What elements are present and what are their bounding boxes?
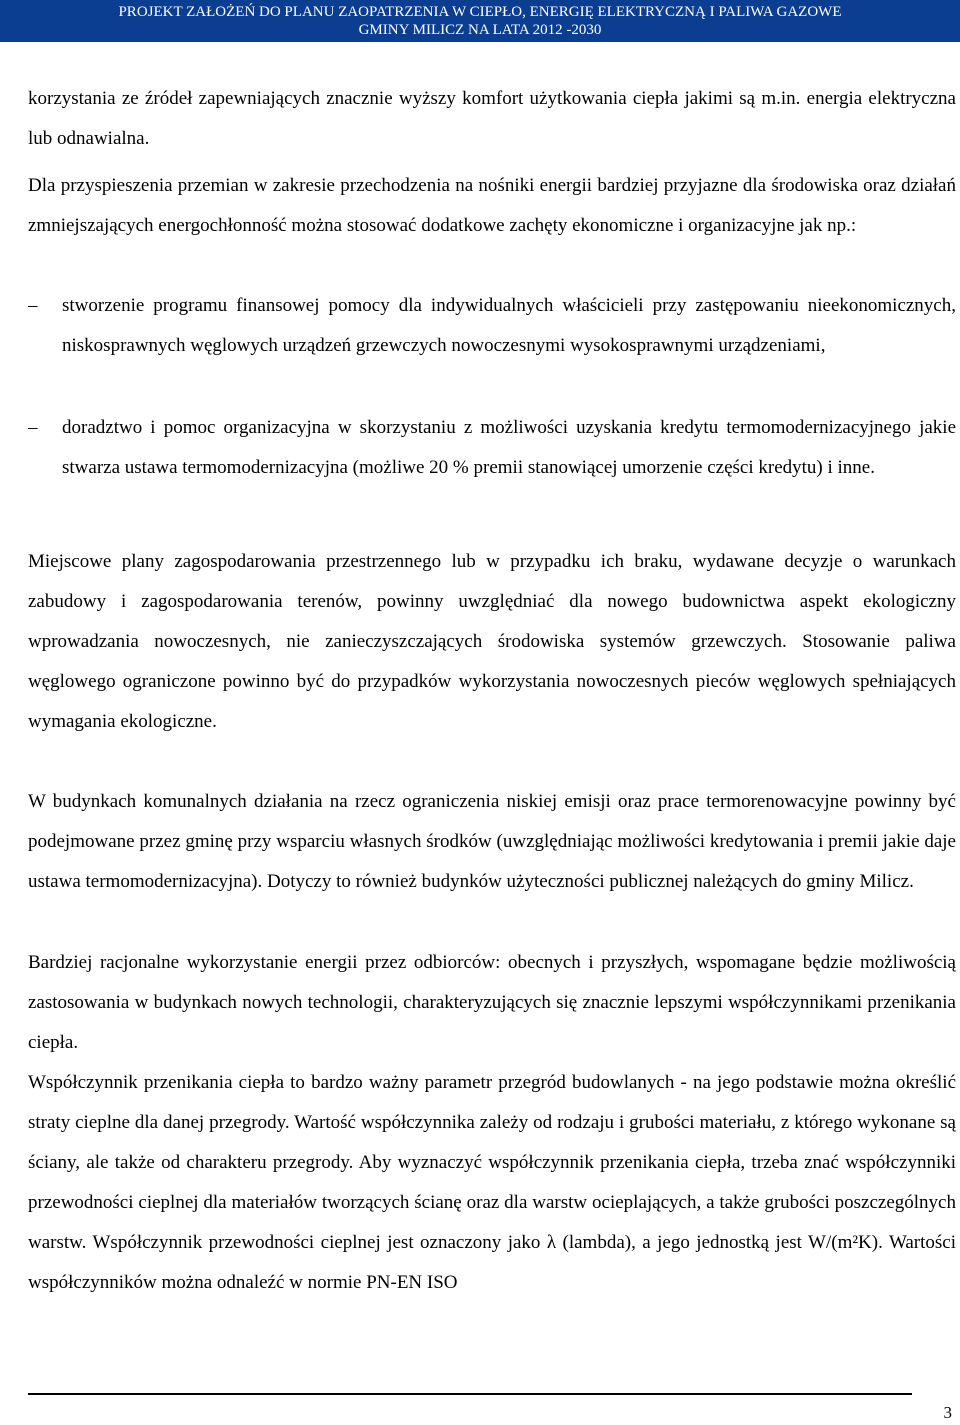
paragraph-5: Bardziej racjonalne wykorzystanie energii przez odbiorców: obecnych i przyszłych, wspomagane będzie możliwością zastosowania w budynkach nowych technologii, charakteryzujących się znacznie lepszymi współczynnikami przenikania ciepła. — [28, 952, 956, 1053]
list-marker-2: – — [28, 417, 38, 438]
document-header — [0, 0, 960, 42]
footer-rule — [28, 1393, 912, 1395]
header-subtitle: GMINY MILICZ NA LATA 2012 -2030 — [358, 22, 602, 38]
paragraph-2: Dla przyspieszenia przemian w zakresie przechodzenia na nośniki energii bardziej przyjazne dla środowiska oraz działań zmniejszających energochłonność można stosować dodatkowe zachęty ekonomiczne i organizacyjne jak np.: — [28, 175, 956, 236]
paragraph-6: Współczynnik przenikania ciepła to bardzo ważny parametr przegród budowlanych - na jego podstawie można określić straty cieplne dla danej przegrody. Wartość współczynnika zależy od rodzaju i grubości materiału, z którego wykonane są ściany, ale także od charakteru przegrody. Aby wyznaczyć współczynnik przenikania ciepła, trzeba znać współczynniki przewodności cieplnej dla materiałów tworzących ścianę oraz dla warstw ocieplających, a także grubości poszczególnych warstw. Współczynnik przewodności cieplnej jest oznaczony jako λ (lambda), a jego jednostką jest W/(m²K). Wartości współczynników można odnaleźć w normie PN-EN ISO — [28, 1072, 956, 1293]
header-title: PROJEKT ZAŁOŻEŃ DO PLANU ZAOPATRZENIA W CIEPŁO, ENERGIĘ ELEKTRYCZNĄ I PALIWA GAZOWE — [118, 4, 842, 20]
list-marker-1: – — [28, 295, 38, 316]
list-item-1: stworzenie programu finansowej pomocy dla indywidualnych właścicieli przy zastępowaniu nieekonomicznych, niskosprawnych węglowych urządzeń grzewczych nowoczesnymi wysokosprawnymi urządzeniami, — [62, 295, 956, 356]
paragraph-4: W budynkach komunalnych działania na rzecz ograniczenia niskiej emisji oraz prace termorenowacyjne powinny być podejmowane przez gminę przy wsparciu własnych środków (uwzględniając możliwości kredytowania i premii jakie daje ustawa termomodernizacyjna). Dotyczy to również budynków użyteczności publicznej należących do gminy Milicz. — [28, 791, 956, 892]
paragraph-3: Miejscowe plany zagospodarowania przestrzennego lub w przypadku ich braku, wydawane decyzje o warunkach zabudowy i zagospodarowania terenów, powinny uwzględniać dla nowego budownictwa aspekt ekologiczny wprowadzania nowoczesnych, nie zanieczyszczających środowiska systemów grzewczych. Stosowanie paliwa węglowego ograniczone powinno być do przypadków wykorzystania nowoczesnych pieców węglowych spełniających wymagania ekologiczne. — [28, 551, 956, 732]
paragraph-1: korzystania ze źródeł zapewniających znacznie wyższy komfort użytkowania ciepła jakimi są m.in. energia elektryczna lub odnawialna. — [28, 88, 956, 149]
page-number: 3 — [943, 1403, 952, 1422]
list-item-2: doradztwo i pomoc organizacyjna w skorzystaniu z możliwości uzyskania kredytu termomodernizacyjnego jakie stwarza ustawa termomodernizacyjna (możliwe 20 % premii stanowiącej umorzenie części kredytu) i inne. — [62, 417, 956, 478]
